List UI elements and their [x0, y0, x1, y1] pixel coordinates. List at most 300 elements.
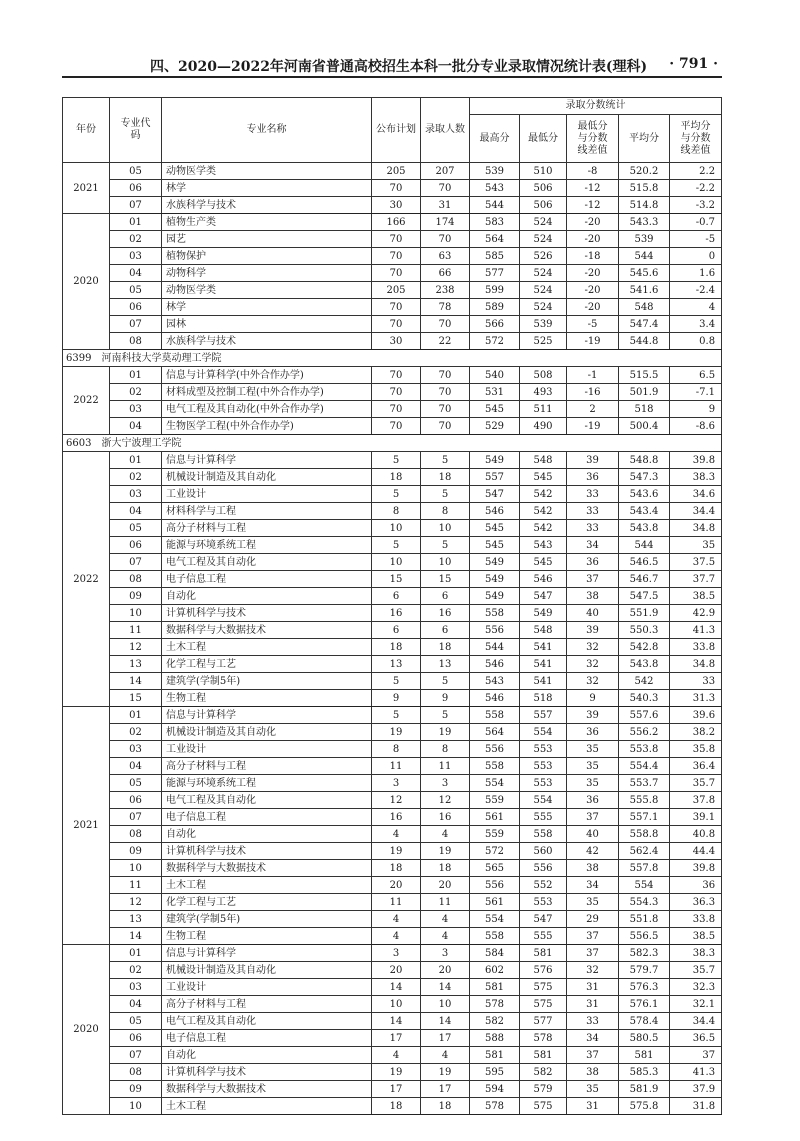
- cell-min: 553: [520, 894, 567, 911]
- table-row: [63, 843, 722, 860]
- cell-avg-diff: 33.8: [670, 911, 722, 928]
- cell-admitted: 8: [421, 503, 470, 520]
- cell-avg: 546.5: [619, 554, 670, 571]
- cell-avg: 547.3: [619, 469, 670, 486]
- cell-avg: 554.3: [619, 894, 670, 911]
- cell-plan: 17: [372, 1030, 421, 1047]
- table-row: [63, 945, 722, 962]
- admission-stats-table: [62, 97, 722, 1115]
- cell-avg: 580.5: [619, 1030, 670, 1047]
- table-row: [63, 214, 722, 231]
- cell-min: 575: [520, 996, 567, 1013]
- cell-plan: 70: [372, 316, 421, 333]
- col-code: 专业代码: [110, 98, 162, 163]
- cell-major-name: 动物医学类: [162, 163, 372, 180]
- cell-admitted: 12: [421, 792, 470, 809]
- cell-min-diff: 33: [567, 520, 619, 537]
- cell-major-name: 电气工程及其自动化(中外合作办学): [162, 401, 372, 418]
- table-header: [63, 98, 722, 163]
- cell-admitted: 18: [421, 639, 470, 656]
- cell-plan: 11: [372, 894, 421, 911]
- cell-max: 547: [470, 486, 520, 503]
- cell-admitted: 10: [421, 520, 470, 537]
- table-row: [63, 520, 722, 537]
- cell-plan: 18: [372, 1098, 421, 1115]
- cell-major-name: 信息与计算科学: [162, 452, 372, 469]
- cell-plan: 5: [372, 486, 421, 503]
- cell-major-name: 机械设计制造及其自动化: [162, 469, 372, 486]
- cell-code: 01: [110, 367, 162, 384]
- cell-plan: 20: [372, 962, 421, 979]
- cell-avg-diff: 36.5: [670, 1030, 722, 1047]
- cell-code: 11: [110, 877, 162, 894]
- cell-max: 549: [470, 452, 520, 469]
- cell-admitted: 5: [421, 486, 470, 503]
- cell-code: 07: [110, 197, 162, 214]
- cell-plan: 6: [372, 588, 421, 605]
- table-row: [63, 503, 722, 520]
- cell-admitted: 66: [421, 265, 470, 282]
- cell-major-name: 电子信息工程: [162, 809, 372, 826]
- cell-min: 575: [520, 1098, 567, 1115]
- table-row: [63, 554, 722, 571]
- cell-code: 05: [110, 520, 162, 537]
- table-row: [63, 197, 722, 214]
- cell-avg: 582.3: [619, 945, 670, 962]
- cell-min-diff: -12: [567, 197, 619, 214]
- cell-avg: 545.6: [619, 265, 670, 282]
- cell-min: 493: [520, 384, 567, 401]
- cell-avg-diff: 33.8: [670, 639, 722, 656]
- cell-max: 558: [470, 707, 520, 724]
- cell-avg-diff: 31.8: [670, 1098, 722, 1115]
- cell-avg: 578.4: [619, 1013, 670, 1030]
- table-row: [63, 486, 722, 503]
- cell-code: 12: [110, 639, 162, 656]
- cell-code: 08: [110, 1064, 162, 1081]
- col-avg: 平均分: [619, 115, 670, 163]
- cell-min-diff: -8: [567, 163, 619, 180]
- cell-avg-diff: 34.8: [670, 656, 722, 673]
- cell-avg: 554.4: [619, 758, 670, 775]
- cell-avg: 556.2: [619, 724, 670, 741]
- table-row: [63, 622, 722, 639]
- cell-min: 548: [520, 622, 567, 639]
- cell-avg-diff: -2.4: [670, 282, 722, 299]
- table-row: [63, 299, 722, 316]
- school-name: 6603 浙大宁波理工学院: [63, 435, 722, 452]
- table-row: [63, 469, 722, 486]
- table-row: [63, 809, 722, 826]
- year-cell: 2021: [63, 163, 110, 214]
- cell-max: 559: [470, 792, 520, 809]
- cell-code: 09: [110, 843, 162, 860]
- cell-avg: 585.3: [619, 1064, 670, 1081]
- cell-plan: 5: [372, 707, 421, 724]
- cell-max: 595: [470, 1064, 520, 1081]
- cell-min-diff: 33: [567, 1013, 619, 1030]
- cell-max: 585: [470, 248, 520, 265]
- cell-avg: 557.6: [619, 707, 670, 724]
- cell-admitted: 63: [421, 248, 470, 265]
- cell-min: 552: [520, 877, 567, 894]
- cell-admitted: 70: [421, 418, 470, 435]
- col-min: 最低分: [520, 115, 567, 163]
- cell-admitted: 10: [421, 996, 470, 1013]
- cell-code: 01: [110, 452, 162, 469]
- cell-plan: 18: [372, 639, 421, 656]
- cell-avg-diff: 0.8: [670, 333, 722, 350]
- cell-min: 578: [520, 1030, 567, 1047]
- cell-avg-diff: 35: [670, 537, 722, 554]
- cell-plan: 70: [372, 384, 421, 401]
- cell-min-diff: 37: [567, 571, 619, 588]
- table-row: [63, 1098, 722, 1115]
- cell-max: 549: [470, 588, 520, 605]
- cell-avg-diff: 41.3: [670, 1064, 722, 1081]
- cell-major-name: 水族科学与技术: [162, 333, 372, 350]
- cell-code: 03: [110, 248, 162, 265]
- cell-avg-diff: 36: [670, 877, 722, 894]
- cell-min: 549: [520, 605, 567, 622]
- cell-admitted: 11: [421, 894, 470, 911]
- cell-plan: 17: [372, 1081, 421, 1098]
- cell-admitted: 6: [421, 588, 470, 605]
- cell-avg: 547.5: [619, 588, 670, 605]
- cell-major-name: 化学工程与工艺: [162, 894, 372, 911]
- cell-min-diff: 29: [567, 911, 619, 928]
- cell-code: 03: [110, 979, 162, 996]
- cell-min-diff: 38: [567, 860, 619, 877]
- cell-major-name: 能源与环境系统工程: [162, 775, 372, 792]
- cell-max: 529: [470, 418, 520, 435]
- cell-max: 544: [470, 639, 520, 656]
- cell-max: 546: [470, 690, 520, 707]
- cell-major-name: 园艺: [162, 231, 372, 248]
- cell-min-diff: 40: [567, 605, 619, 622]
- cell-major-name: 植物保护: [162, 248, 372, 265]
- cell-avg: 557.1: [619, 809, 670, 826]
- cell-admitted: 18: [421, 469, 470, 486]
- cell-admitted: 18: [421, 1098, 470, 1115]
- cell-code: 02: [110, 384, 162, 401]
- cell-plan: 70: [372, 265, 421, 282]
- cell-avg-diff: -8.6: [670, 418, 722, 435]
- cell-major-name: 数据科学与大数据技术: [162, 860, 372, 877]
- cell-min-diff: 31: [567, 996, 619, 1013]
- cell-max: 545: [470, 537, 520, 554]
- cell-max: 578: [470, 1098, 520, 1115]
- cell-avg: 543.8: [619, 520, 670, 537]
- cell-min-diff: 32: [567, 673, 619, 690]
- cell-major-name: 生物医学工程(中外合作办学): [162, 418, 372, 435]
- cell-plan: 4: [372, 911, 421, 928]
- cell-max: 546: [470, 656, 520, 673]
- cell-max: 578: [470, 996, 520, 1013]
- cell-major-name: 材料成型及控制工程(中外合作办学): [162, 384, 372, 401]
- cell-major-name: 电气工程及其自动化: [162, 554, 372, 571]
- cell-admitted: 5: [421, 452, 470, 469]
- cell-admitted: 70: [421, 384, 470, 401]
- col-year: 年份: [63, 98, 110, 163]
- cell-min: 524: [520, 265, 567, 282]
- cell-plan: 30: [372, 197, 421, 214]
- cell-major-name: 生物工程: [162, 690, 372, 707]
- cell-min: 526: [520, 248, 567, 265]
- cell-min: 581: [520, 945, 567, 962]
- cell-avg-diff: 32.3: [670, 979, 722, 996]
- cell-plan: 18: [372, 469, 421, 486]
- cell-min: 553: [520, 741, 567, 758]
- cell-max: 559: [470, 826, 520, 843]
- cell-admitted: 5: [421, 707, 470, 724]
- cell-max: 572: [470, 843, 520, 860]
- cell-plan: 10: [372, 520, 421, 537]
- cell-avg-diff: 2.2: [670, 163, 722, 180]
- cell-avg: 543.8: [619, 656, 670, 673]
- cell-admitted: 16: [421, 605, 470, 622]
- cell-plan: 4: [372, 1047, 421, 1064]
- cell-min: 581: [520, 1047, 567, 1064]
- cell-major-name: 高分子材料与工程: [162, 758, 372, 775]
- year-cell: 2020: [63, 214, 110, 350]
- cell-code: 06: [110, 1030, 162, 1047]
- cell-admitted: 70: [421, 180, 470, 197]
- cell-code: 02: [110, 724, 162, 741]
- cell-min-diff: 9: [567, 690, 619, 707]
- col-avg-diff: 平均分与分数线差值: [670, 115, 722, 163]
- table-row: [63, 877, 722, 894]
- cell-code: 02: [110, 469, 162, 486]
- cell-plan: 3: [372, 945, 421, 962]
- cell-code: 01: [110, 945, 162, 962]
- cell-code: 12: [110, 894, 162, 911]
- table-row: [63, 333, 722, 350]
- cell-major-name: 化学工程与工艺: [162, 656, 372, 673]
- cell-admitted: 6: [421, 622, 470, 639]
- cell-code: 10: [110, 860, 162, 877]
- cell-max: 556: [470, 741, 520, 758]
- table-body: [63, 163, 722, 1115]
- cell-avg-diff: 36.4: [670, 758, 722, 775]
- cell-min: 543: [520, 537, 567, 554]
- cell-min: 579: [520, 1081, 567, 1098]
- cell-code: 02: [110, 231, 162, 248]
- cell-max: 564: [470, 724, 520, 741]
- cell-min-diff: 36: [567, 792, 619, 809]
- cell-avg: 546.7: [619, 571, 670, 588]
- col-max: 最高分: [470, 115, 520, 163]
- cell-plan: 10: [372, 996, 421, 1013]
- cell-avg-diff: 37.7: [670, 571, 722, 588]
- cell-avg-diff: 38.3: [670, 469, 722, 486]
- cell-avg-diff: 34.4: [670, 1013, 722, 1030]
- cell-admitted: 4: [421, 826, 470, 843]
- cell-admitted: 238: [421, 282, 470, 299]
- cell-min-diff: 32: [567, 656, 619, 673]
- cell-avg: 541.6: [619, 282, 670, 299]
- cell-plan: 10: [372, 554, 421, 571]
- cell-major-name: 机械设计制造及其自动化: [162, 962, 372, 979]
- cell-plan: 30: [372, 333, 421, 350]
- cell-plan: 70: [372, 367, 421, 384]
- cell-avg-diff: 3.4: [670, 316, 722, 333]
- cell-min: 541: [520, 639, 567, 656]
- cell-min: 553: [520, 758, 567, 775]
- cell-code: 07: [110, 1047, 162, 1064]
- cell-min: 542: [520, 486, 567, 503]
- cell-min: 508: [520, 367, 567, 384]
- cell-avg: 543.3: [619, 214, 670, 231]
- cell-major-name: 计算机科学与技术: [162, 1064, 372, 1081]
- cell-avg-diff: 35.7: [670, 962, 722, 979]
- cell-avg: 579.7: [619, 962, 670, 979]
- cell-code: 07: [110, 316, 162, 333]
- table-row: [63, 248, 722, 265]
- cell-max: 546: [470, 503, 520, 520]
- cell-plan: 14: [372, 1013, 421, 1030]
- cell-admitted: 70: [421, 231, 470, 248]
- cell-avg-diff: 38.3: [670, 945, 722, 962]
- cell-max: 581: [470, 1047, 520, 1064]
- table-row: [63, 452, 722, 469]
- cell-admitted: 4: [421, 1047, 470, 1064]
- cell-plan: 6: [372, 622, 421, 639]
- cell-admitted: 19: [421, 843, 470, 860]
- cell-admitted: 70: [421, 316, 470, 333]
- table-row: [63, 639, 722, 656]
- school-row: [63, 350, 722, 367]
- table-row: [63, 911, 722, 928]
- cell-major-name: 能源与环境系统工程: [162, 537, 372, 554]
- cell-min: 576: [520, 962, 567, 979]
- cell-avg: 514.8: [619, 197, 670, 214]
- cell-max: 543: [470, 673, 520, 690]
- cell-plan: 13: [372, 656, 421, 673]
- cell-avg: 547.4: [619, 316, 670, 333]
- cell-max: 582: [470, 1013, 520, 1030]
- cell-min-diff: -5: [567, 316, 619, 333]
- cell-major-name: 自动化: [162, 588, 372, 605]
- cell-min-diff: -18: [567, 248, 619, 265]
- cell-min-diff: 36: [567, 554, 619, 571]
- cell-code: 05: [110, 282, 162, 299]
- cell-major-name: 高分子材料与工程: [162, 520, 372, 537]
- cell-avg-diff: 37: [670, 1047, 722, 1064]
- cell-plan: 70: [372, 401, 421, 418]
- cell-min-diff: 33: [567, 486, 619, 503]
- cell-code: 04: [110, 265, 162, 282]
- cell-min-diff: 31: [567, 1098, 619, 1115]
- cell-major-name: 土木工程: [162, 1098, 372, 1115]
- cell-min: 560: [520, 843, 567, 860]
- cell-admitted: 19: [421, 724, 470, 741]
- cell-major-name: 自动化: [162, 1047, 372, 1064]
- cell-admitted: 13: [421, 656, 470, 673]
- cell-major-name: 自动化: [162, 826, 372, 843]
- cell-min-diff: 38: [567, 588, 619, 605]
- school-row: [63, 435, 722, 452]
- cell-avg-diff: 9: [670, 401, 722, 418]
- table-row: [63, 605, 722, 622]
- cell-avg-diff: -3.2: [670, 197, 722, 214]
- cell-major-name: 动物医学类: [162, 282, 372, 299]
- cell-avg: 576.1: [619, 996, 670, 1013]
- cell-code: 04: [110, 418, 162, 435]
- cell-code: 13: [110, 911, 162, 928]
- cell-min-diff: 31: [567, 979, 619, 996]
- cell-admitted: 174: [421, 214, 470, 231]
- cell-major-name: 电气工程及其自动化: [162, 1013, 372, 1030]
- cell-avg-diff: 37.8: [670, 792, 722, 809]
- cell-avg: 540.3: [619, 690, 670, 707]
- cell-major-name: 信息与计算科学: [162, 945, 372, 962]
- cell-code: 04: [110, 758, 162, 775]
- cell-min-diff: 39: [567, 707, 619, 724]
- cell-admitted: 16: [421, 809, 470, 826]
- cell-avg-diff: 34.4: [670, 503, 722, 520]
- cell-max: 572: [470, 333, 520, 350]
- cell-code: 10: [110, 605, 162, 622]
- cell-avg: 575.8: [619, 1098, 670, 1115]
- cell-major-name: 计算机科学与技术: [162, 843, 372, 860]
- cell-avg: 544.8: [619, 333, 670, 350]
- cell-min-diff: 36: [567, 724, 619, 741]
- cell-avg-diff: 39.6: [670, 707, 722, 724]
- cell-code: 01: [110, 214, 162, 231]
- cell-max: 558: [470, 605, 520, 622]
- cell-major-name: 信息与计算科学: [162, 707, 372, 724]
- school-name: 6399 河南科技大学莫动理工学院: [63, 350, 722, 367]
- cell-min-diff: -20: [567, 214, 619, 231]
- col-admitted: 录取人数: [421, 98, 470, 163]
- cell-major-name: 电子信息工程: [162, 571, 372, 588]
- cell-avg-diff: 42.9: [670, 605, 722, 622]
- cell-max: 558: [470, 928, 520, 945]
- cell-major-name: 林学: [162, 180, 372, 197]
- cell-avg: 542: [619, 673, 670, 690]
- cell-plan: 8: [372, 741, 421, 758]
- cell-avg-diff: 38.5: [670, 928, 722, 945]
- year-cell: 2022: [63, 367, 110, 435]
- cell-admitted: 31: [421, 197, 470, 214]
- header-rule: [62, 76, 722, 78]
- cell-major-name: 信息与计算科学(中外合作办学): [162, 367, 372, 384]
- cell-min-diff: 34: [567, 1030, 619, 1047]
- cell-min: 539: [520, 316, 567, 333]
- cell-avg: 543.4: [619, 503, 670, 520]
- table-row: [63, 673, 722, 690]
- table-row: [63, 180, 722, 197]
- table-row: [63, 792, 722, 809]
- table-row: [63, 962, 722, 979]
- cell-min: 557: [520, 707, 567, 724]
- cell-max: 545: [470, 401, 520, 418]
- cell-max: 584: [470, 945, 520, 962]
- cell-avg-diff: 37.5: [670, 554, 722, 571]
- cell-plan: 14: [372, 979, 421, 996]
- cell-min: 524: [520, 299, 567, 316]
- cell-plan: 205: [372, 282, 421, 299]
- cell-min-diff: 35: [567, 894, 619, 911]
- cell-avg: 515.5: [619, 367, 670, 384]
- cell-min: 555: [520, 809, 567, 826]
- cell-min-diff: 34: [567, 537, 619, 554]
- cell-avg-diff: 34.6: [670, 486, 722, 503]
- cell-major-name: 电气工程及其自动化: [162, 792, 372, 809]
- cell-plan: 18: [372, 860, 421, 877]
- cell-max: 561: [470, 809, 520, 826]
